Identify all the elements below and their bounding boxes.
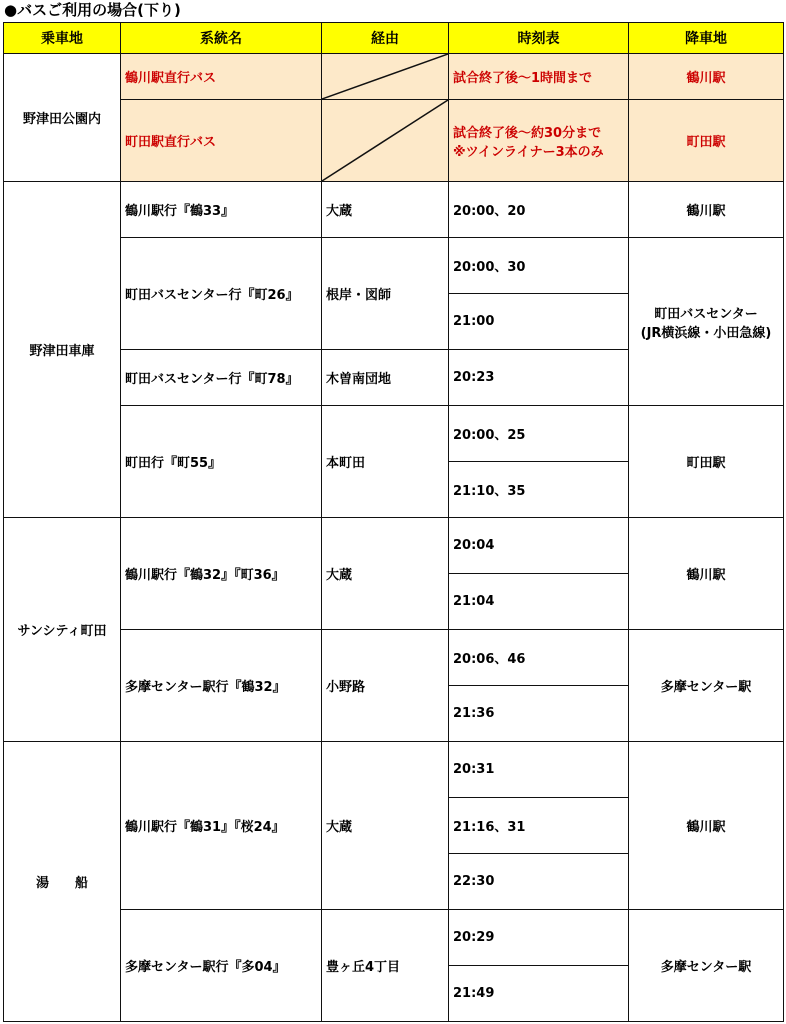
time-line: ※ツインライナー3本のみ <box>453 144 604 160</box>
table-row <box>4 910 784 966</box>
stop-park: 野津田公園内 <box>4 54 121 182</box>
timetable-cell: 21:00 <box>449 294 629 350</box>
table-row <box>4 182 784 238</box>
timetable-cell: 21:10、35 <box>449 462 629 518</box>
route-name: 町田バスセンター行『町26』 <box>121 238 322 350</box>
destination-cell: 町田駅 <box>629 100 784 182</box>
via-blank <box>322 54 449 100</box>
timetable-cell: 20:00、30 <box>449 238 629 294</box>
via-blank <box>322 100 449 182</box>
timetable-cell: 20:31 <box>449 742 629 798</box>
bus-timetable <box>3 22 784 1022</box>
via-cell: 大蔵 <box>322 518 449 630</box>
header-boarding: 乗車地 <box>4 23 121 54</box>
timetable-cell: 20:29 <box>449 910 629 966</box>
via-cell: 根岸・図師 <box>322 238 449 350</box>
destination-line: 町田バスセンター <box>654 306 758 322</box>
destination-cell: 鶴川駅 <box>629 54 784 100</box>
destination-cell: 多摩センター駅 <box>629 910 784 1022</box>
timetable-cell: 20:00、25 <box>449 406 629 462</box>
table-row <box>4 742 784 798</box>
route-name: 町田行『町55』 <box>121 406 322 518</box>
route-name: 鶴川駅直行バス <box>121 54 322 100</box>
timetable-cell <box>449 100 629 182</box>
stop-depot: 野津田車庫 <box>4 182 121 518</box>
table-row <box>4 518 784 574</box>
destination-cell: 鶴川駅 <box>629 742 784 910</box>
via-cell: 本町田 <box>322 406 449 518</box>
header-row <box>4 23 784 54</box>
header-alighting: 降車地 <box>629 23 784 54</box>
table-row <box>4 54 784 100</box>
via-cell: 大蔵 <box>322 742 449 910</box>
route-name: 町田駅直行バス <box>121 100 322 182</box>
time-line: 試合終了後～約30分まで <box>453 125 602 141</box>
timetable-cell: 21:16、31 <box>449 798 629 854</box>
header-route: 系統名 <box>121 23 322 54</box>
timetable-cell: 22:30 <box>449 854 629 910</box>
header-timetable: 時刻表 <box>449 23 629 54</box>
destination-cell: 鶴川駅 <box>629 182 784 238</box>
destination-cell: 鶴川駅 <box>629 518 784 630</box>
route-name: 多摩センター駅行『多04』 <box>121 910 322 1022</box>
diagonal-line <box>322 54 448 99</box>
route-name: 鶴川駅行『鶴31』『桜24』 <box>121 742 322 910</box>
timetable-cell: 20:23 <box>449 350 629 406</box>
destination-line: (JR横浜線・小田急線) <box>640 325 772 341</box>
via-cell: 豊ヶ丘4丁目 <box>322 910 449 1022</box>
stop-suncity: サンシティ町田 <box>4 518 121 742</box>
route-name: 鶴川駅行『鶴32』『町36』 <box>121 518 322 630</box>
destination-cell: 多摩センター駅 <box>629 630 784 742</box>
timetable-cell: 21:04 <box>449 574 629 630</box>
via-cell: 小野路 <box>322 630 449 742</box>
route-name: 多摩センター駅行『鶴32』 <box>121 630 322 742</box>
timetable-cell: 20:00、20 <box>449 182 629 238</box>
destination-cell <box>629 238 784 406</box>
table-row <box>4 238 784 294</box>
stop-yubune: 湯 船 <box>4 742 121 1022</box>
route-name: 鶴川駅行『鶴33』 <box>121 182 322 238</box>
via-cell: 木曽南団地 <box>322 350 449 406</box>
timetable-cell: 20:04 <box>449 518 629 574</box>
page-title: ●バスご利用の場合(下り) <box>4 1 181 19</box>
header-via: 経由 <box>322 23 449 54</box>
diagonal-line <box>322 100 448 181</box>
timetable-cell: 21:36 <box>449 686 629 742</box>
table-row <box>4 406 784 462</box>
timetable-cell: 試合終了後～1時間まで <box>449 54 629 100</box>
route-name: 町田バスセンター行『町78』 <box>121 350 322 406</box>
timetable-cell: 20:06、46 <box>449 630 629 686</box>
table-row <box>4 100 784 182</box>
via-cell: 大蔵 <box>322 182 449 238</box>
table-row <box>4 630 784 686</box>
destination-cell: 町田駅 <box>629 406 784 518</box>
timetable-cell: 21:49 <box>449 966 629 1022</box>
